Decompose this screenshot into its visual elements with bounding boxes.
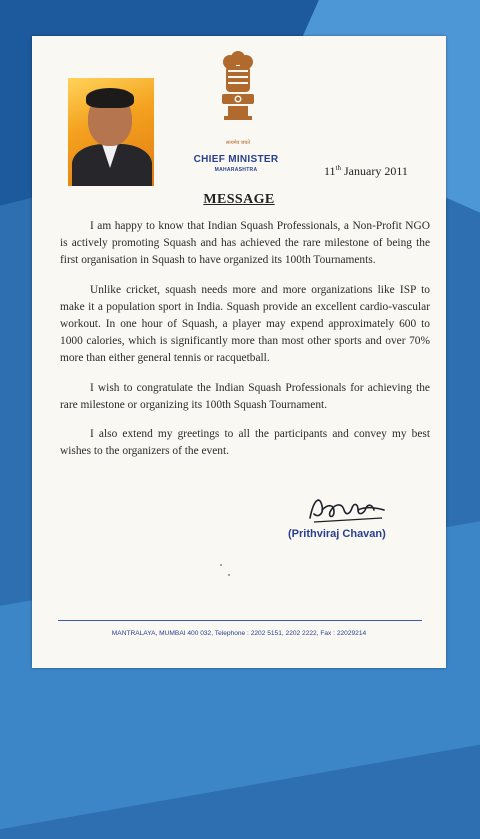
date-suffix: th <box>335 164 342 172</box>
letter-body <box>60 218 430 472</box>
footer-divider <box>58 620 422 621</box>
date-month-year: January 2011 <box>344 164 408 178</box>
paper-speck <box>220 564 222 566</box>
letterhead-title: CHIEF MINISTER <box>193 154 279 165</box>
paper-speck <box>228 574 230 576</box>
footer-address: MANTRALAYA, MUMBAI 400 032, Telephone : 2202 5151, 2202 2222, Fax : 22029214 <box>111 630 367 637</box>
letterhead-state: MAHARASHTRA <box>214 167 258 173</box>
handwritten-signature <box>304 492 394 526</box>
paragraph: Unlike cricket, squash needs more and more organizations like ISP to make it a population sport in India. Squash provide an excellent cardio-vascular workout. In one hour of Squash, a player may expend approximately 600 to 1000 calories, which is significantly more than most other sports and over 70% more than either general tennis or racquetball. <box>60 283 430 365</box>
date-day: 11 <box>324 164 336 178</box>
paragraph: I am happy to know that Indian Squash Professionals, a Non-Profit NGO is actively promoting Squash and has achieved the rare milestone of being the first organisation in Squash to have organized its 100th Tournaments. <box>60 220 430 267</box>
signer-name: (Prithviraj Chavan) <box>288 528 386 540</box>
national-emblem-icon <box>218 46 258 146</box>
letter-heading: MESSAGE <box>203 192 275 207</box>
portrait-photo <box>68 78 154 186</box>
letter-page <box>32 36 446 668</box>
emblem-motto: सत्यमेव जयते <box>225 141 251 146</box>
paragraph: I also extend my greetings to all the participants and convey my best wishes to the organizers of the event. <box>60 428 430 458</box>
letter-date <box>324 164 408 179</box>
paragraph: I wish to congratulate the Indian Squash Professionals for achieving the rare milestone or organizing its 100th Squash Tournament. <box>60 381 430 411</box>
